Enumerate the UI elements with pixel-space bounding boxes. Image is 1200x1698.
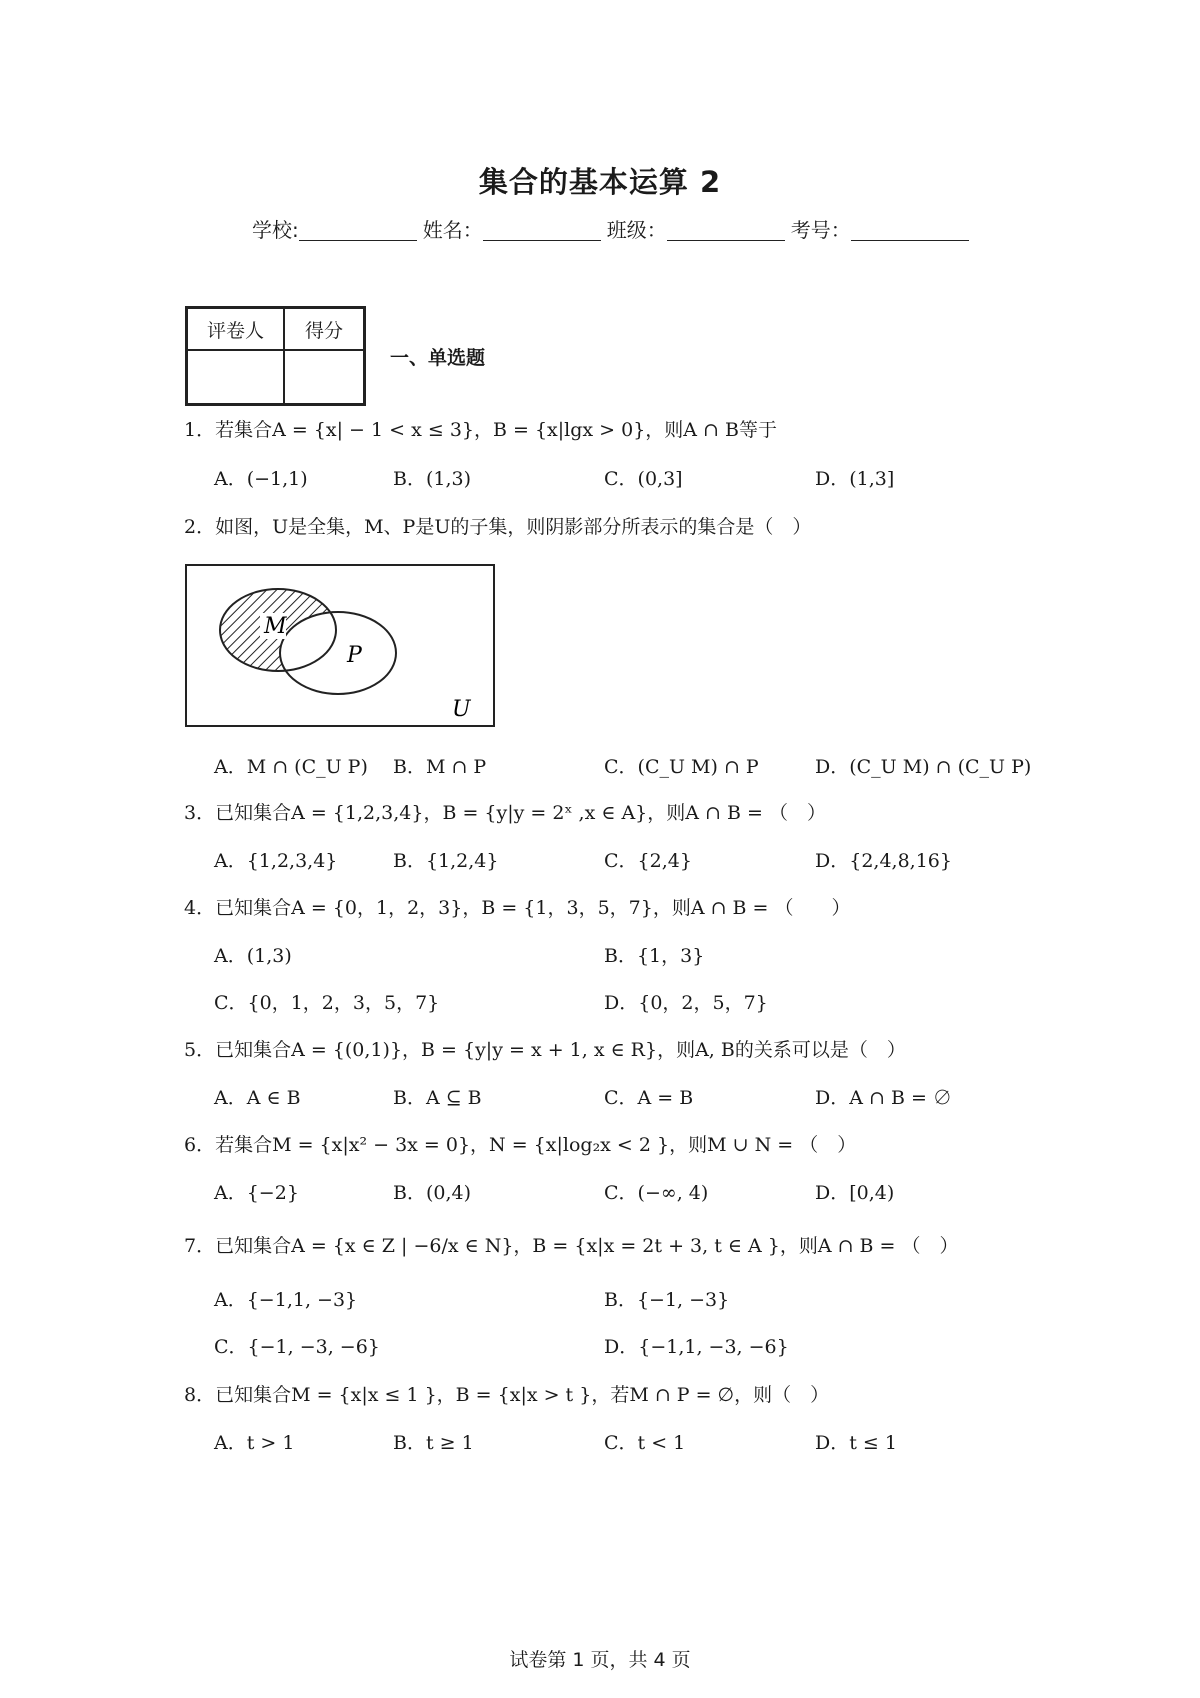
- q2-option-b: B．M ∩ P: [393, 756, 487, 778]
- set-p-ellipse: [280, 612, 396, 694]
- question-6: 6．若集合M = {x|x² − 3x = 0}，N = {x|log₂x < 2 }，则M ∪ N = （ ）: [184, 1134, 857, 1156]
- grader-cell: [187, 350, 285, 405]
- question-8: 8．已知集合M = {x|x ≤ 1 }，B = {x|x > t }，若M ∩ P = ∅，则（ ）: [184, 1384, 830, 1406]
- q1-option-b: B．(1,3): [393, 468, 472, 490]
- venn-diagram: [184, 563, 496, 729]
- q8-option-c: C．t < 1: [604, 1432, 686, 1454]
- q2-option-a: A．M ∩ (C_U P): [214, 756, 368, 778]
- score-cell: [284, 350, 365, 405]
- q7-option-b: B．{−1, −3}: [604, 1289, 730, 1311]
- q6-option-b: B．(0,4): [393, 1182, 472, 1204]
- set-m-label: M: [264, 614, 287, 639]
- student-info-row: [252, 214, 975, 243]
- q5-option-d: D．A ∩ B = ∅: [815, 1087, 952, 1109]
- question-5: 5．已知集合A = {(0,1)}，B = {y|y = x + 1, x ∈ R}，则A, B的关系可以是（ ）: [184, 1039, 906, 1061]
- q2-option-c: C．(C_U M) ∩ P: [604, 756, 759, 778]
- question-4: 4．已知集合A = {0，1，2，3}，B = {1，3，5，7}，则A ∩ B = （ ）: [184, 897, 851, 919]
- q5-option-b: B．A ⊆ B: [393, 1087, 482, 1109]
- page-footer: 试卷第 1 页，共 4 页: [509, 1649, 691, 1671]
- q7-option-c: C．{−1, −3, −6}: [214, 1336, 380, 1358]
- class-blank: [667, 220, 785, 241]
- class-label: 班级：: [606, 218, 667, 242]
- q8-option-d: D．t ≤ 1: [815, 1432, 897, 1454]
- q4-option-c: C．{0，1，2，3，5，7}: [214, 992, 440, 1014]
- q3-option-a: A．{1,2,3,4}: [214, 850, 338, 872]
- question-1: 1．若集合A = {x| − 1 < x ≤ 3}，B = {x|lgx > 0}，则A ∩ B等于: [184, 419, 777, 441]
- score-header: 得分: [284, 308, 365, 351]
- q3-option-d: D．{2,4,8,16}: [815, 850, 952, 872]
- q1-option-d: D．(1,3]: [815, 468, 895, 490]
- school-blank: [299, 220, 417, 241]
- question-2: 2．如图，U是全集，M、P是U的子集，则阴影部分所表示的集合是（ ）: [184, 516, 812, 538]
- section-title: 一、单选题: [390, 347, 486, 369]
- page-title: 集合的基本运算 2: [478, 165, 722, 199]
- school-label: 学校:: [252, 218, 299, 242]
- q8-option-a: A．t > 1: [214, 1432, 295, 1454]
- q4-option-b: B．{1，3}: [604, 945, 705, 967]
- q7-option-a: A．{−1,1, −3}: [214, 1289, 358, 1311]
- q6-option-a: A．{−2}: [214, 1182, 299, 1204]
- q6-option-c: C．(−∞, 4): [604, 1182, 709, 1204]
- exam-number-label: 考号：: [790, 218, 851, 242]
- set-p-label: P: [347, 643, 362, 668]
- name-label: 姓名：: [422, 218, 483, 242]
- grader-header: 评卷人: [187, 308, 285, 351]
- exam-number-blank: [851, 220, 969, 241]
- score-table: [185, 306, 366, 406]
- q2-option-d: D．(C_U M) ∩ (C_U P): [815, 756, 1032, 778]
- q7-option-d: D．{−1,1, −3, −6}: [604, 1336, 789, 1358]
- q3-option-c: C．{2,4}: [604, 850, 692, 872]
- name-blank: [483, 220, 601, 241]
- q5-option-c: C．A = B: [604, 1087, 694, 1109]
- q4-option-d: D．{0，2，5，7}: [604, 992, 768, 1014]
- set-u-label: U: [452, 697, 471, 722]
- q6-option-d: D．[0,4): [815, 1182, 895, 1204]
- q1-option-a: A．(−1,1): [214, 468, 308, 490]
- q1-option-c: C．(0,3]: [604, 468, 683, 490]
- q3-option-b: B．{1,2,4}: [393, 850, 499, 872]
- q8-option-b: B．t ≥ 1: [393, 1432, 474, 1454]
- question-3: 3．已知集合A = {1,2,3,4}，B = {y|y = 2ˣ ,x ∈ A}，则A ∩ B = （ ）: [184, 802, 826, 824]
- q4-option-a: A．(1,3): [214, 945, 292, 967]
- q5-option-a: A．A ∈ B: [214, 1087, 301, 1109]
- question-7: 7．已知集合A = {x ∈ Z | −6/x ∈ N}，B = {x|x = 2t + 3, t ∈ A }，则A ∩ B = （ ）: [184, 1235, 959, 1257]
